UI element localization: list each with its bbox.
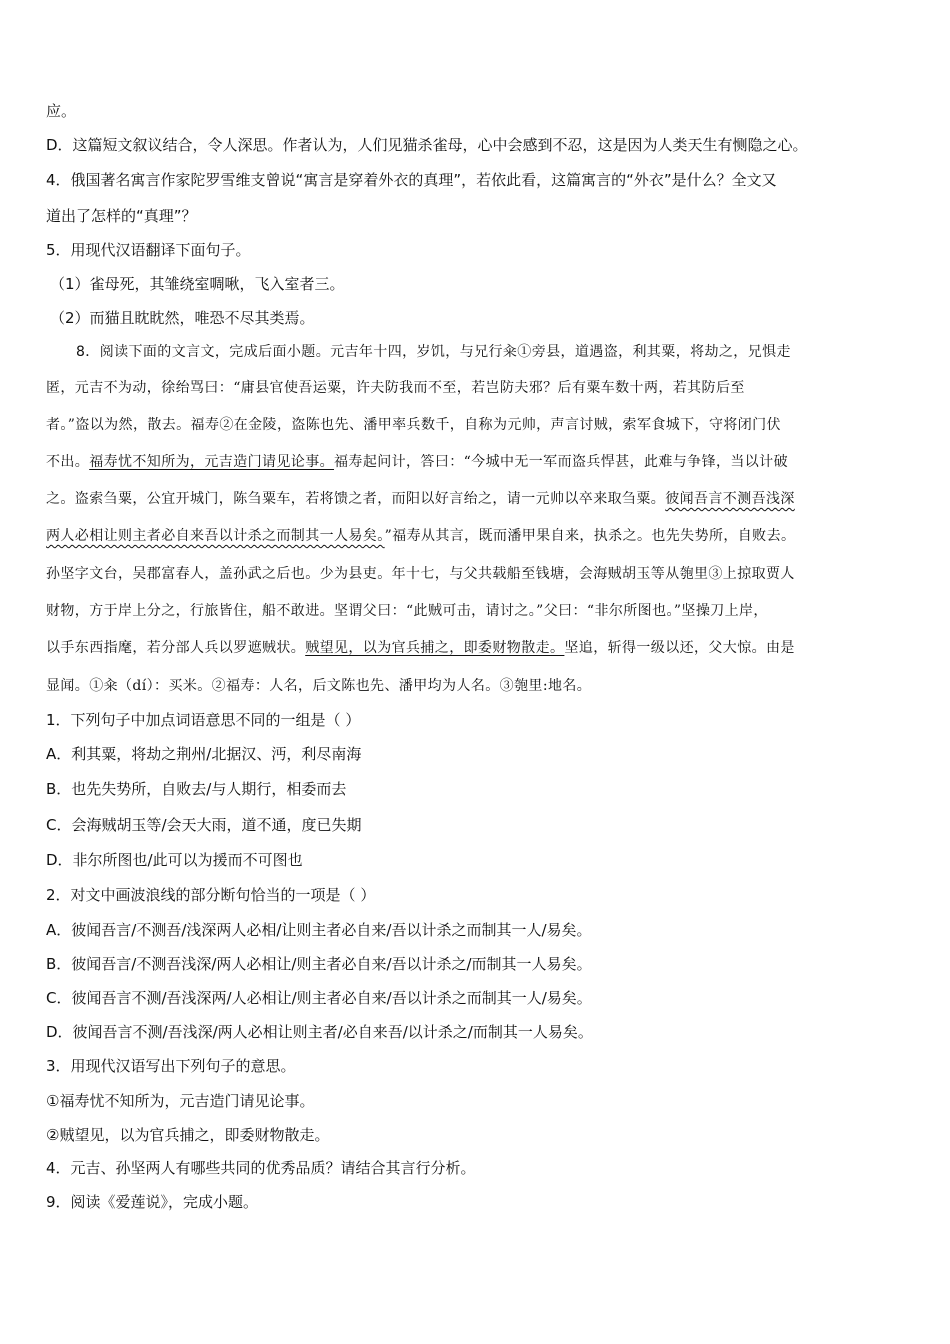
q8-p8: 财物，方于岸上分之，行旅皆住，船不敢进。坚谓父曰：“此贼可击，请讨之。”父曰：“非尔所图也。”坚操刀上岸， [46,603,768,619]
q8-passage-line-2 [46,377,916,399]
prev-q5-sentence-2: （2）而猫且眈眈然，唯恐不尽其类焉。 [50,309,315,327]
q8-p2: 匿，元吉不为动，徐绐骂曰：“庸县官使吾运粟，许夫防我而不至，若岂防夫邪？后有粟车数十两，若其防后至 [46,380,745,396]
q8-2-option-c: C．彼闻吾言不测/吾浅深两/人必相让/则主者必自来/吾以计杀之而制其一人/易矣。 [46,989,592,1007]
q8-wavy-segment-2: 两人必相让则主者必自来吾以计杀之而制其一人易矣。 [46,528,385,544]
q8-passage-line-3 [46,414,916,436]
q8-passage-line-9-text [46,637,795,659]
q8-passage-line-10 [46,675,916,697]
prev-q5-sentence-1: （1）雀母死，其雏绕室啁啾，飞入室者三。 [50,275,345,293]
q8-1-option-a: A．利其粟，将劫之荆州/北据汉、沔，利尽南海 [46,745,362,763]
prev-q5-title: 5．用现代汉语翻译下面句子。 [46,241,251,259]
q8-p1: 元吉年十四，岁饥，与兄行籴①旁县，道遇盗，利其粟，将劫之，兄惧走 [330,344,791,360]
q8-passage-line-1-text [76,341,791,363]
q8-p9a: 以手东西指麾，若分部人兵以罗遮贼状。 [46,640,306,656]
q8-3-sentence-2: ②贼望见，以为官兵捕之，即委财物散走。 [46,1126,330,1144]
q8-p6b: ”福寿从其言，既而潘甲果自来，执杀之。也先失势所，自败去。 [384,528,796,544]
prev-answer-tail: 应。 [46,102,77,120]
q8-p9b: 坚追，斩得一级以还，父大惊。由是 [564,640,795,656]
q8-3-stem: 3．用现代汉语写出下列句子的意思。 [46,1057,296,1075]
q8-p10: 显闻。①籴（dí）：买米。②福寿：人名，后文陈也先、潘甲均为人名。③匏里:地名。 [46,678,592,694]
q8-2-option-b: B．彼闻吾言/不测吾浅深/两人必相让/则主者必自来/吾以计杀之/而制其一人易矣。 [46,955,592,973]
q8-passage-line-1 [76,341,916,363]
q8-passage-line-9 [46,637,916,659]
q8-2-stem: 2．对文中画波浪线的部分断句恰当的一项是（ ） [46,886,376,904]
q8-underlined-sentence-1: 福寿忧不知所为，元吉造门请见论事。 [89,454,335,470]
q8-passage-line-6-text [46,525,795,547]
q8-1-stem: 1．下列句子中加点词语意思不同的一组是（ ） [46,711,361,729]
q8-intro: 8．阅读下面的文言文，完成后面小题。 [76,344,331,360]
q8-p3: 者。”盗以为然，散去。福寿②在金陵，盗陈也先、潘甲率兵数千，自称为元帅，声言讨贼，索军食城下，守将闭门伏 [46,417,781,433]
q8-p7: 孙坚字文台，吴郡富春人，盖孙武之后也。少为县吏。年十七，与父共载船至钱塘，会海贼胡玉等从匏里③上掠取贾人 [46,566,795,582]
q8-passage-line-7 [46,563,916,585]
prev-q4-line1 [46,169,916,191]
prev-q4-line2: 道出了怎样的“真理”？ [46,207,197,225]
q8-p4b: 福寿起问计，答曰：“今城中无一军而盗兵悍甚，此难与争锋，当以计破 [334,454,788,470]
q8-passage-line-5-text [46,488,795,510]
q8-passage-line-8 [46,600,916,622]
q8-p5a: 之。盗索刍粟，公宜开城门，陈刍粟车，若将馈之者，而阳以好言绐之，请一元帅以卒来取刍粟。 [46,491,666,507]
q9-stem: 9．阅读《爱莲说》，完成小题。 [46,1193,259,1211]
q8-4-stem: 4．元吉、孙坚两人有哪些共同的优秀品质？请结合其言行分析。 [46,1159,476,1177]
q8-passage-line-6 [46,525,916,547]
q8-1-option-d: D．非尔所图也/此可以为援而不可图也 [46,851,303,869]
prev-q4-line1-text: 4．俄国著名寓言作家陀罗雪维支曾说“寓言是穿着外衣的真理”，若依此看，这篇寓言的“外衣”是什么？全文又 [46,171,777,189]
q8-underlined-sentence-2: 贼望见，以为官兵捕之，即委财物散走。 [305,640,565,656]
q8-2-option-a: A．彼闻吾言/不测吾/浅深两人必相/让则主者必自来/吾以计杀之而制其一人/易矣。 [46,921,592,939]
q8-wavy-segment-1: 彼闻吾言不测吾浅深 [665,491,795,507]
q8-passage-line-4 [46,451,916,473]
q8-3-sentence-1: ①福寿忧不知所为，元吉造门请见论事。 [46,1092,315,1110]
q8-p4a: 不出。 [46,454,90,470]
q8-1-option-c: C．会海贼胡玉等/会天大雨，道不通，度已失期 [46,816,362,834]
q8-passage-line-4-text [46,451,788,473]
prev-option-d-text: D．这篇短文叙议结合，令人深思。作者认为，人们见猫杀雀母，心中会感到不忍，这是因为人类天生有恻隐之心。 [46,136,808,154]
q8-passage-line-5 [46,488,916,510]
prev-option-d [46,134,916,156]
q8-2-option-d: D．彼闻吾言不测/吾浅深/两人必相让则主者/必自来吾/以计杀之/而制其一人易矣。 [46,1023,593,1041]
q8-1-option-b: B．也先失势所，自败去/与人期行，相委而去 [46,780,347,798]
